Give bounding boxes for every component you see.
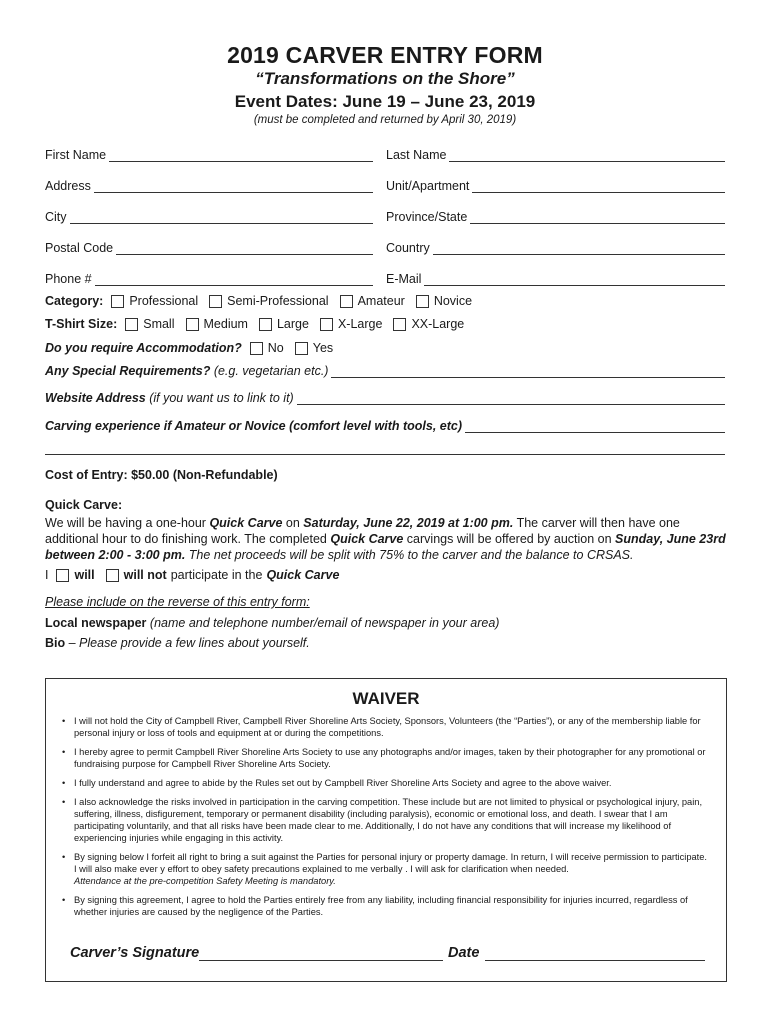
- tshirt-option-small[interactable]: Small: [125, 317, 174, 331]
- waiver-title: WAIVER: [352, 689, 420, 708]
- safety-meeting-note: Attendance at the pre-competition Safety Meeting is mandatory.: [74, 876, 336, 886]
- country-field[interactable]: [386, 239, 725, 255]
- accommodation-option-yes[interactable]: Yes: [295, 341, 333, 355]
- checkbox[interactable]: [186, 318, 199, 331]
- first-name-field[interactable]: [45, 146, 373, 162]
- quick-carve-participation-row: I will will not participate in the Quick Carve: [45, 568, 340, 582]
- tshirt-option-large[interactable]: Large: [259, 317, 309, 331]
- checkbox[interactable]: [106, 569, 119, 582]
- last-name-field[interactable]: [386, 146, 725, 162]
- phone-label: Phone #: [45, 272, 92, 286]
- carving-experience-label: Carving experience if Amateur or Novice (comfort level with tools, etc): [45, 419, 463, 433]
- website-field[interactable]: [45, 389, 725, 405]
- special-requirements-field[interactable]: [45, 362, 725, 378]
- checkbox[interactable]: [259, 318, 272, 331]
- bio-line: Bio – Please provide a few lines about yourself.: [45, 636, 310, 650]
- accommodation-row: [45, 339, 344, 357]
- accommodation-option-no[interactable]: No: [250, 341, 284, 355]
- quick-carve-description: We will be having a one-hour Quick Carve on Saturday, June 22, 2019 at 1:00 pm. The carver will then have one additional hour to do finishing work. The completed Quick Carve carvings will be offered by auction on Sunday, June 23rd between 2:00 - 3:00 pm. The net proceeds will be split with 75% to the carver and the balance to CRSAS.: [45, 516, 726, 562]
- checkbox[interactable]: [111, 295, 124, 308]
- waiver-item: • By signing this agreement, I agree to hold the Parties entirely free from any liability, including financial responsibility for injuries incurred, regardless of whether injuries are caused by the negligence of the Parties.: [62, 895, 688, 917]
- carving-experience-extra-line[interactable]: [45, 454, 725, 455]
- country-label: Country: [386, 241, 430, 255]
- special-requirements-hint: (e.g. vegetarian etc.): [213, 364, 329, 378]
- category-option-amateur[interactable]: Amateur: [340, 294, 405, 308]
- deadline-note: (must be completed and returned by April 30, 2019): [253, 114, 517, 126]
- checkbox[interactable]: [56, 569, 69, 582]
- quick-carve-option-will[interactable]: will: [56, 568, 94, 582]
- email-field[interactable]: [386, 270, 725, 286]
- website-hint: (if you want us to link to it): [149, 391, 294, 405]
- email-label: E-Mail: [386, 272, 422, 286]
- carving-experience-field[interactable]: [45, 417, 725, 433]
- signature-field[interactable]: [70, 945, 443, 961]
- category-option-novice[interactable]: Novice: [416, 294, 472, 308]
- category-row: [45, 292, 483, 310]
- category-option-professional[interactable]: Professional: [111, 294, 198, 308]
- date-field[interactable]: [448, 945, 705, 961]
- checkbox[interactable]: [320, 318, 333, 331]
- city-label: City: [45, 210, 67, 224]
- event-dates: Event Dates: June 19 – June 23, 2019: [234, 92, 536, 111]
- province-label: Province/State: [386, 210, 468, 224]
- category-option-semi-professional[interactable]: Semi-Professional: [209, 294, 328, 308]
- waiver-item: • I hereby agree to permit Campbell River Shoreline Arts Society to use any photographs and/or images, taken by their photographer for any promotional or fundraising purpose for Campbell River Shoreline Arts Society.: [62, 747, 706, 769]
- checkbox[interactable]: [209, 295, 222, 308]
- quick-carve-option-will-not[interactable]: will not: [106, 568, 167, 582]
- checkbox[interactable]: [416, 295, 429, 308]
- special-requirements-label: Any Special Requirements?: [45, 364, 211, 378]
- tshirt-option-medium[interactable]: Medium: [186, 317, 248, 331]
- unit-field[interactable]: [386, 177, 725, 193]
- reverse-heading: Please include on the reverse of this entry form:: [45, 595, 310, 609]
- address-field[interactable]: [45, 177, 373, 193]
- postal-code-field[interactable]: [45, 239, 373, 255]
- checkbox[interactable]: [393, 318, 406, 331]
- category-label: Category:: [45, 294, 104, 308]
- participation-i: I: [45, 568, 49, 582]
- phone-field[interactable]: [45, 270, 373, 286]
- address-label: Address: [45, 179, 91, 193]
- tshirt-option-xlarge[interactable]: X-Large: [320, 317, 382, 331]
- province-field[interactable]: [386, 208, 725, 224]
- waiver-list: [62, 715, 712, 925]
- form-title: 2019 CARVER ENTRY FORM: [227, 42, 543, 68]
- first-name-label: First Name: [45, 148, 107, 162]
- checkbox[interactable]: [340, 295, 353, 308]
- tshirt-option-xxlarge[interactable]: XX-Large: [393, 317, 464, 331]
- date-label: Date: [448, 945, 480, 961]
- form-subtitle: “Transformations on the Shore”: [255, 69, 515, 88]
- local-newspaper-line: Local newspaper (name and telephone number/email of newspaper in your area): [45, 616, 500, 630]
- waiver-item: • I also acknowledge the risks involved in participation in the carving competition. These include but are not limited to physical or psychological injury, pain, suffering, illness, disfigurement, temporary or permanent disability (including paralysis), economic or emotional loss, and death. I swear that I am participating voluntarily, and that all risks have been made clear to me. Additionally, I do not have any conditions that will increase my likelihood of experiencing injuries while engaging in this activity.: [62, 797, 703, 843]
- tshirt-label: T-Shirt Size:: [45, 317, 118, 331]
- waiver-box: [45, 678, 727, 982]
- signature-label: Carver’s Signature: [70, 945, 200, 961]
- quick-carve-heading: Quick Carve:: [45, 498, 123, 512]
- checkbox[interactable]: [125, 318, 138, 331]
- city-field[interactable]: [45, 208, 373, 224]
- checkbox[interactable]: [295, 342, 308, 355]
- postal-code-label: Postal Code: [45, 241, 114, 255]
- unit-label: Unit/Apartment: [386, 179, 470, 193]
- accommodation-label: Do you require Accommodation?: [45, 341, 242, 355]
- website-label: Website Address: [45, 391, 146, 405]
- last-name-label: Last Name: [386, 148, 447, 162]
- cost-of-entry: Cost of Entry: $50.00 (Non-Refundable): [45, 468, 278, 482]
- waiver-item: • I fully understand and agree to abide by the Rules set out by Campbell River Shoreline Arts Society and agree to the above waiver.: [62, 778, 612, 788]
- waiver-item: • I will not hold the City of Campbell River, Campbell River Shoreline Arts Society, Sponsors, Volunteers (the “Parties”), or any of the membership liable for personal injury or loss of tools and equipment at or during the competitions.: [62, 716, 701, 738]
- checkbox[interactable]: [250, 342, 263, 355]
- waiver-item: • By signing below I forfeit all right to bring a suit against the Parties for personal injury or property damage. In return, I will receive permission to participate. I will also make ever y effort to obey safety precautions explained to me verbally . I will ask for clarification when needed. Attendance at the pre-competition Safety Meeting is mandatory.: [62, 851, 712, 887]
- tshirt-row: [45, 315, 475, 333]
